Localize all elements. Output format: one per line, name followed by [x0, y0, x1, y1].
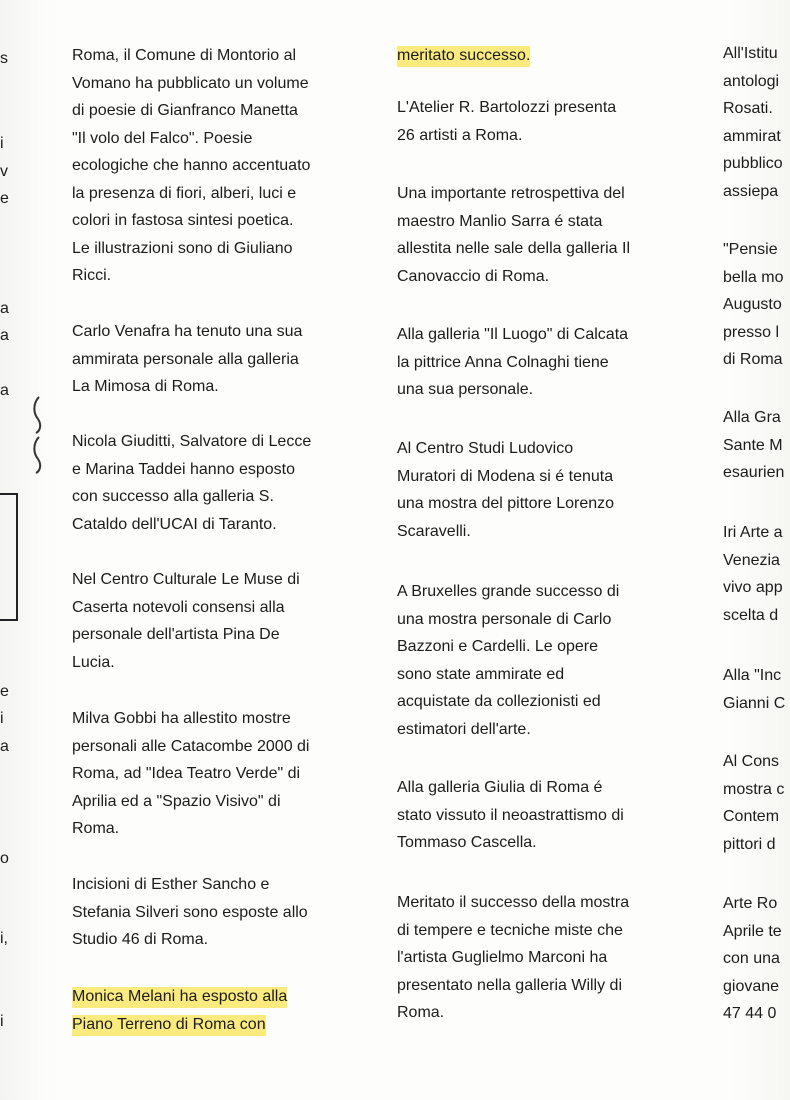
text-line: Gianni C: [723, 694, 786, 712]
text-line: Milva Gobbi ha allestito mostre: [72, 710, 291, 727]
text-line: una mostra personale di Carlo: [397, 610, 612, 628]
highlighted-text: Piano Terreno di Roma con: [72, 1015, 266, 1036]
text-line: l'artista Guglielmo Marconi ha: [397, 949, 608, 966]
text-line: "Il volo del Falco". Poesie: [72, 129, 253, 147]
text-line: con successo alla galleria S.: [72, 488, 274, 505]
text-line: una sua personale.: [397, 381, 534, 398]
text-line: una mostra del pittore Lorenzo: [397, 495, 615, 512]
text-line: di Roma: [723, 351, 783, 368]
news-item: [397, 94, 616, 149]
text-line: antologi: [723, 72, 780, 90]
staple-mark-icon: [30, 395, 44, 475]
text-line: Nicola Giuditti, Salvatore di Lecce: [72, 433, 312, 450]
text-line: Iri Arte a: [723, 524, 783, 541]
news-item: [397, 435, 614, 545]
news-item: [397, 774, 624, 857]
text-line: Le illustrazioni sono di Giuliano: [72, 239, 293, 257]
news-item: [723, 40, 783, 205]
edge-fragment: e: [0, 190, 9, 207]
text-line: Incisioni di Esther Sancho e: [72, 876, 270, 893]
text-line: presentato nella galleria Willy di: [397, 976, 622, 994]
text-line: Una importante retrospettiva del: [397, 185, 625, 202]
news-item: [72, 566, 300, 676]
news-item: [397, 889, 629, 1027]
text-line: Venezia: [723, 551, 780, 569]
text-line: L'Atelier R. Bartolozzi presenta: [397, 99, 617, 116]
text-line: allestita nelle sale della galleria Il: [397, 240, 631, 257]
text-line: maestro Manlio Sarra é stata: [397, 212, 603, 230]
text-line: Scaravelli.: [397, 522, 471, 540]
news-item: [723, 890, 782, 1028]
edge-fragment: i: [0, 1013, 4, 1030]
news-item: [72, 318, 302, 401]
text-line: Vomano ha pubblicato un volume: [72, 74, 309, 92]
text-line: e Marina Taddei hanno esposto: [72, 460, 295, 478]
text-line: [72, 983, 287, 1011]
text-line: Al Centro Studi Ludovico: [397, 440, 574, 457]
news-item: [72, 871, 308, 954]
text-line: sono state ammirate ed: [397, 665, 565, 683]
text-line: estimatori dell'arte.: [397, 720, 531, 738]
news-item: [397, 321, 628, 404]
text-line: Meritato il successo della mostra: [397, 894, 630, 911]
text-line: con una: [723, 950, 780, 967]
text-line: scelta d: [723, 606, 779, 624]
text-line: All'Istitu: [723, 45, 778, 62]
text-line: [397, 42, 530, 70]
edge-fragment: a: [0, 327, 9, 344]
text-line: Al Cons: [723, 753, 780, 770]
text-line: la presenza di fiori, alberi, luci e: [72, 184, 297, 202]
edge-fragment: a: [0, 300, 9, 317]
text-line: Aprilia ed a "Spazio Visivo" di: [72, 792, 281, 810]
text-line: giovane: [723, 977, 780, 995]
text-line: assiepa: [723, 182, 779, 200]
edge-fragment: s: [0, 50, 8, 67]
text-line: ecologiche che hanno accentuato: [72, 157, 311, 174]
text-line: "Pensie: [723, 241, 778, 258]
text-line: Alla galleria Giulia di Roma é: [397, 779, 603, 796]
text-line: acquistate da collezionisti ed: [397, 693, 601, 710]
edge-fragment: e: [0, 683, 9, 700]
text-line: ammirat: [723, 127, 781, 145]
text-line: Studio 46 di Roma.: [72, 931, 209, 948]
text-line: A Bruxelles grande successo di: [397, 583, 620, 600]
text-line: vivo app: [723, 579, 783, 596]
text-line: Roma.: [72, 820, 120, 837]
edge-fragment: v: [0, 163, 8, 180]
text-line: di poesie di Gianfranco Manetta: [72, 102, 298, 119]
text-line: 47 44 0: [723, 1005, 777, 1022]
text-line: Roma, il Comune di Montorio al: [72, 47, 297, 64]
text-line: bella mo: [723, 268, 784, 286]
text-line: Roma.: [397, 1004, 445, 1021]
edge-fragment: i: [0, 710, 4, 727]
news-item: [723, 236, 783, 374]
text-line: Cataldo dell'UCAI di Taranto.: [72, 515, 277, 533]
text-line: pubblico: [723, 155, 783, 172]
text-line: stato vissuto il neoastrattismo di: [397, 806, 624, 824]
edge-fragment: o: [0, 850, 9, 867]
text-line: personali alle Catacombe 2000 di: [72, 737, 310, 755]
text-line: Lucia.: [72, 653, 115, 671]
text-line: Muratori di Modena si é tenuta: [397, 467, 614, 485]
text-line: Canovaccio di Roma.: [397, 267, 550, 285]
text-line: Arte Ro: [723, 895, 778, 912]
news-item-highlighted: [72, 983, 287, 1038]
highlighted-text: meritato successo.: [397, 46, 530, 67]
text-line: Ricci.: [72, 267, 112, 284]
edge-fragment: a: [0, 382, 9, 399]
news-item: [723, 748, 784, 858]
text-line: Caserta notevoli consensi alla: [72, 598, 285, 616]
text-line: personale dell'artista Pina De: [72, 626, 280, 643]
text-line: presso l: [723, 323, 780, 341]
text-line: di tempere e tecniche miste che: [397, 921, 623, 939]
text-line: Bazzoni e Cardelli. Le opere: [397, 638, 599, 655]
news-item-highlighted: [397, 42, 530, 70]
edge-fragment: i,: [0, 930, 8, 947]
text-line: Alla "Inc: [723, 667, 782, 684]
news-item: [397, 578, 619, 743]
text-line: Stefania Silveri sono esposte allo: [72, 903, 308, 921]
news-item: [72, 428, 311, 538]
text-line: Rosati.: [723, 100, 773, 117]
text-line: Sante M: [723, 436, 783, 454]
left-boxed-frame: [0, 493, 18, 621]
news-item: [72, 42, 310, 290]
text-line: la pittrice Anna Colnaghi tiene: [397, 353, 609, 371]
text-line: Alla galleria "Il Luogo" di Calcata: [397, 326, 629, 343]
text-line: ammirata personale alla galleria: [72, 350, 299, 368]
text-line: Roma, ad "Idea Teatro Verde" di: [72, 765, 301, 782]
news-item: [723, 519, 783, 629]
text-line: Augusto: [723, 296, 782, 313]
text-line: esaurien: [723, 464, 785, 481]
text-line: Nel Centro Culturale Le Muse di: [72, 571, 300, 588]
edge-fragment: a: [0, 738, 9, 755]
edge-fragment: i: [0, 135, 4, 152]
text-line: [72, 1011, 287, 1039]
news-item: [72, 705, 309, 843]
text-line: Tommaso Cascella.: [397, 834, 537, 851]
highlighted-text: Monica Melani ha esposto alla: [72, 987, 287, 1008]
news-item: [723, 662, 785, 717]
news-item: [723, 404, 784, 487]
text-line: La Mimosa di Roma.: [72, 378, 219, 395]
text-line: Aprile te: [723, 922, 782, 940]
text-line: mostra c: [723, 780, 785, 798]
text-line: Carlo Venafra ha tenuto una sua: [72, 323, 303, 340]
text-line: colori in fastosa sintesi poetica.: [72, 212, 294, 229]
text-line: Alla Gra: [723, 409, 781, 426]
news-item: [397, 180, 630, 290]
text-line: Contem: [723, 808, 780, 825]
text-line: 26 artisti a Roma.: [397, 126, 523, 144]
text-line: pittori d: [723, 835, 776, 853]
